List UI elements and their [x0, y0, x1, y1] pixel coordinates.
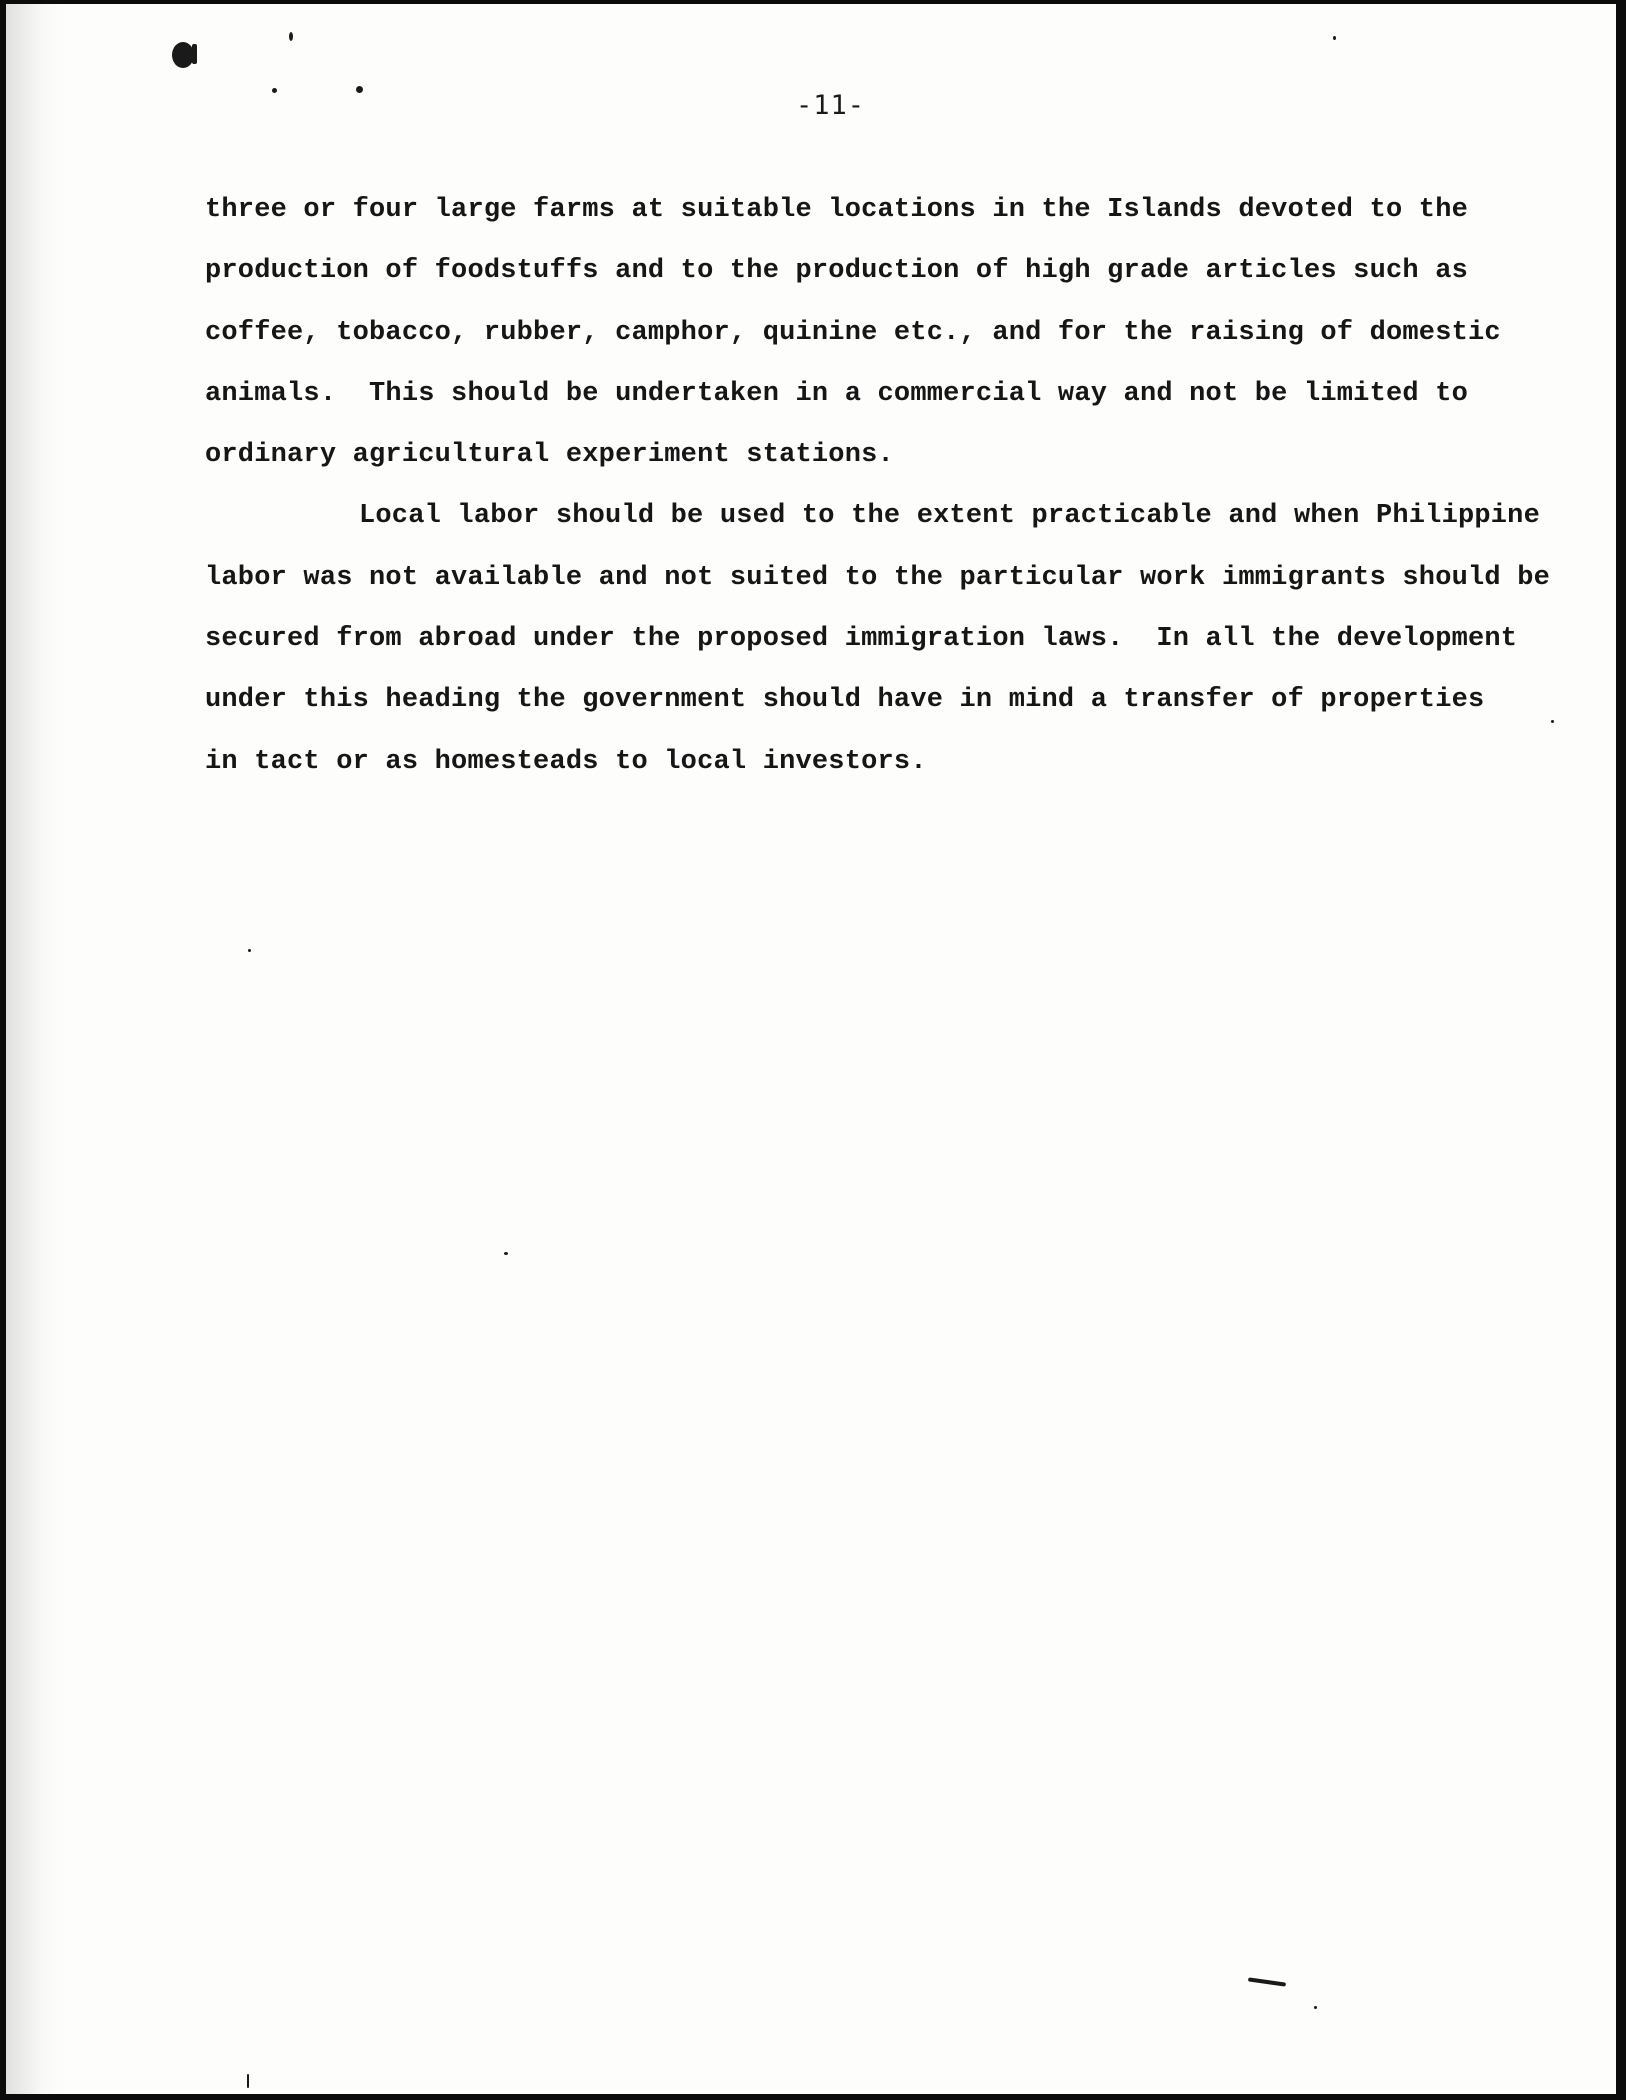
document-page: [6, 4, 1616, 2094]
text-line: three or four large farms at suitable locations in the Islands devoted to the: [205, 195, 1469, 225]
text-line: coffee, tobacco, rubber, camphor, quinine etc., and for the raising of domestic: [205, 317, 1501, 348]
ink-speck: [1314, 2006, 1317, 2009]
typed-text-body: [205, 180, 1551, 793]
text-line: secured from abroad under the proposed immigration laws. In all the development: [205, 624, 1518, 655]
ink-speck: [1333, 36, 1336, 40]
text-line: production of foodstuffs and to the production of high grade articles such as: [205, 256, 1469, 287]
text-line: Local labor should be used to the extent practicable and when Philippine: [359, 501, 1540, 532]
ink-speck: [356, 86, 363, 93]
paragraph: [205, 180, 1505, 486]
paragraph: [205, 486, 1551, 792]
text-line: in tact or as homesteads to local investors.: [205, 746, 927, 777]
ink-speck: [1551, 720, 1554, 723]
ink-speck: [1248, 1977, 1286, 1986]
ink-speck: [272, 88, 277, 93]
ink-speck: [504, 1252, 508, 1255]
text-line: labor was not available and not suited to the particular work immigrants should be: [205, 562, 1551, 593]
page-edge-shadow: [6, 4, 66, 2094]
text-line: animals. This should be undertaken in a commercial way and not be limited to: [205, 378, 1469, 409]
ink-blot: [192, 44, 197, 64]
ink-speck: [248, 949, 251, 952]
ink-blot: [172, 42, 194, 68]
ink-speck: [289, 32, 293, 41]
text-line: under this heading the government should have in mind a transfer of properties: [205, 685, 1485, 716]
text-line: ordinary agricultural experiment stations.: [205, 440, 894, 471]
ink-speck: [247, 2074, 249, 2088]
page-number: -11-: [796, 90, 866, 121]
